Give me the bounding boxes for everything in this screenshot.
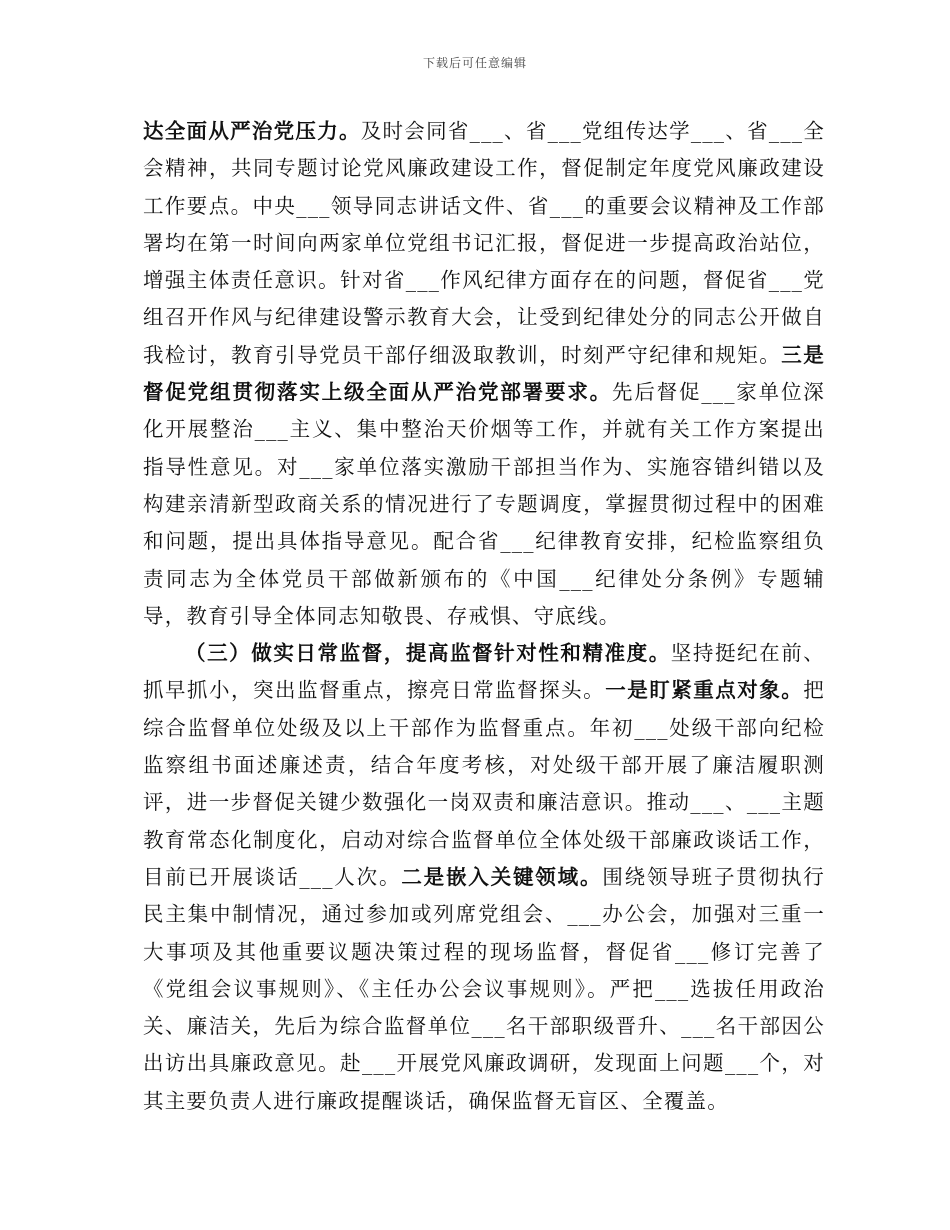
section-heading: （三）做实日常监督，提高监督针对性和精准度。 xyxy=(185,641,671,666)
body-text-run: 及时会同省___、省___党组传达学___、省___全会精神，共同专题讨论党风廉政建设工作，督促制定年度党风廉政建设工作要点。中央___领导同志讲话文件、省___的重要会议精神及工作部署均在第一时间向两家单位党组书记汇报，督促进一步提高政治站位，增强主体责任意识。针对省___作风纪律方面存在的问题，督促省___党组召开作风与纪律建设警示教育大会，让受到纪律处分的同志公开做自我检讨，教育引导党员干部仔细汲取教训，时刻严守纪律和规矩。 xyxy=(143,119,825,367)
body-text-run: 把综合监督单位处级及以上干部作为监督重点。年初___处级干部向纪检监察组书面述廉述责，结合年度考核，对处级干部开展了廉洁履职测评，进一步督促关键少数强化一岗双责和廉洁意识。推动___、___主题教育常态化制度化，启动对综合监督单位全体处级干部廉政谈话工作，目前已开展谈话___人次。 xyxy=(143,678,825,889)
bold-heading-run: 达全面从严治党压力。 xyxy=(143,119,361,143)
bold-heading-run: 一是盯紧重点对象。 xyxy=(605,678,804,703)
bold-heading-run: 三是督促党组贯彻落实上级全面从严治党部署要求。 xyxy=(143,342,825,405)
body-text-run: 围绕领导班子贯彻执行民主集中制情况，通过参加或列席党组会、___办公会，加强对三重一大事项及其他重要议题决策过程的现场监督，督促省___修订完善了《党组会议事规则》、《主任办公会议事规则》。严把___选拔任用政治关、廉洁关，先后为综合监督单位___名干部职级晋升、___名干部因公出访出具廉政意见。赴___开展党风廉政调研，发现面上问题___个，对其主要负责人进行廉政提醒谈话，确保监督无盲区、全覆盖。 xyxy=(143,864,825,1113)
page-header: 下载后可任意编辑 xyxy=(422,56,527,70)
body-text-run: 坚持挺纪在前、抓早抓小，突出监督重点，擦亮日常监督探头。 xyxy=(143,641,825,703)
document-body xyxy=(143,113,825,1120)
bold-heading-run: 二是嵌入关键领域。 xyxy=(401,864,603,889)
paragraph-1 xyxy=(143,113,825,635)
paragraph-2 xyxy=(143,635,825,1120)
body-text-run: 先后督促___家单位深化开展整治___主义、集中整治天价烟等工作，并就有关工作方案提出指导性意见。对___家单位落实激励干部担当作为、实施容错纠错以及构建亲清新型政商关系的情况进行了专题调度，掌握贯彻过程中的困难和问题，提出具体指导意见。配合省___纪律教育安排，纪检监察组负责同志为全体党员干部做新颁布的《中国___纪律处分条例》专题辅导，教育引导全体同志知敬畏、存戒惧、守底线。 xyxy=(143,380,825,628)
